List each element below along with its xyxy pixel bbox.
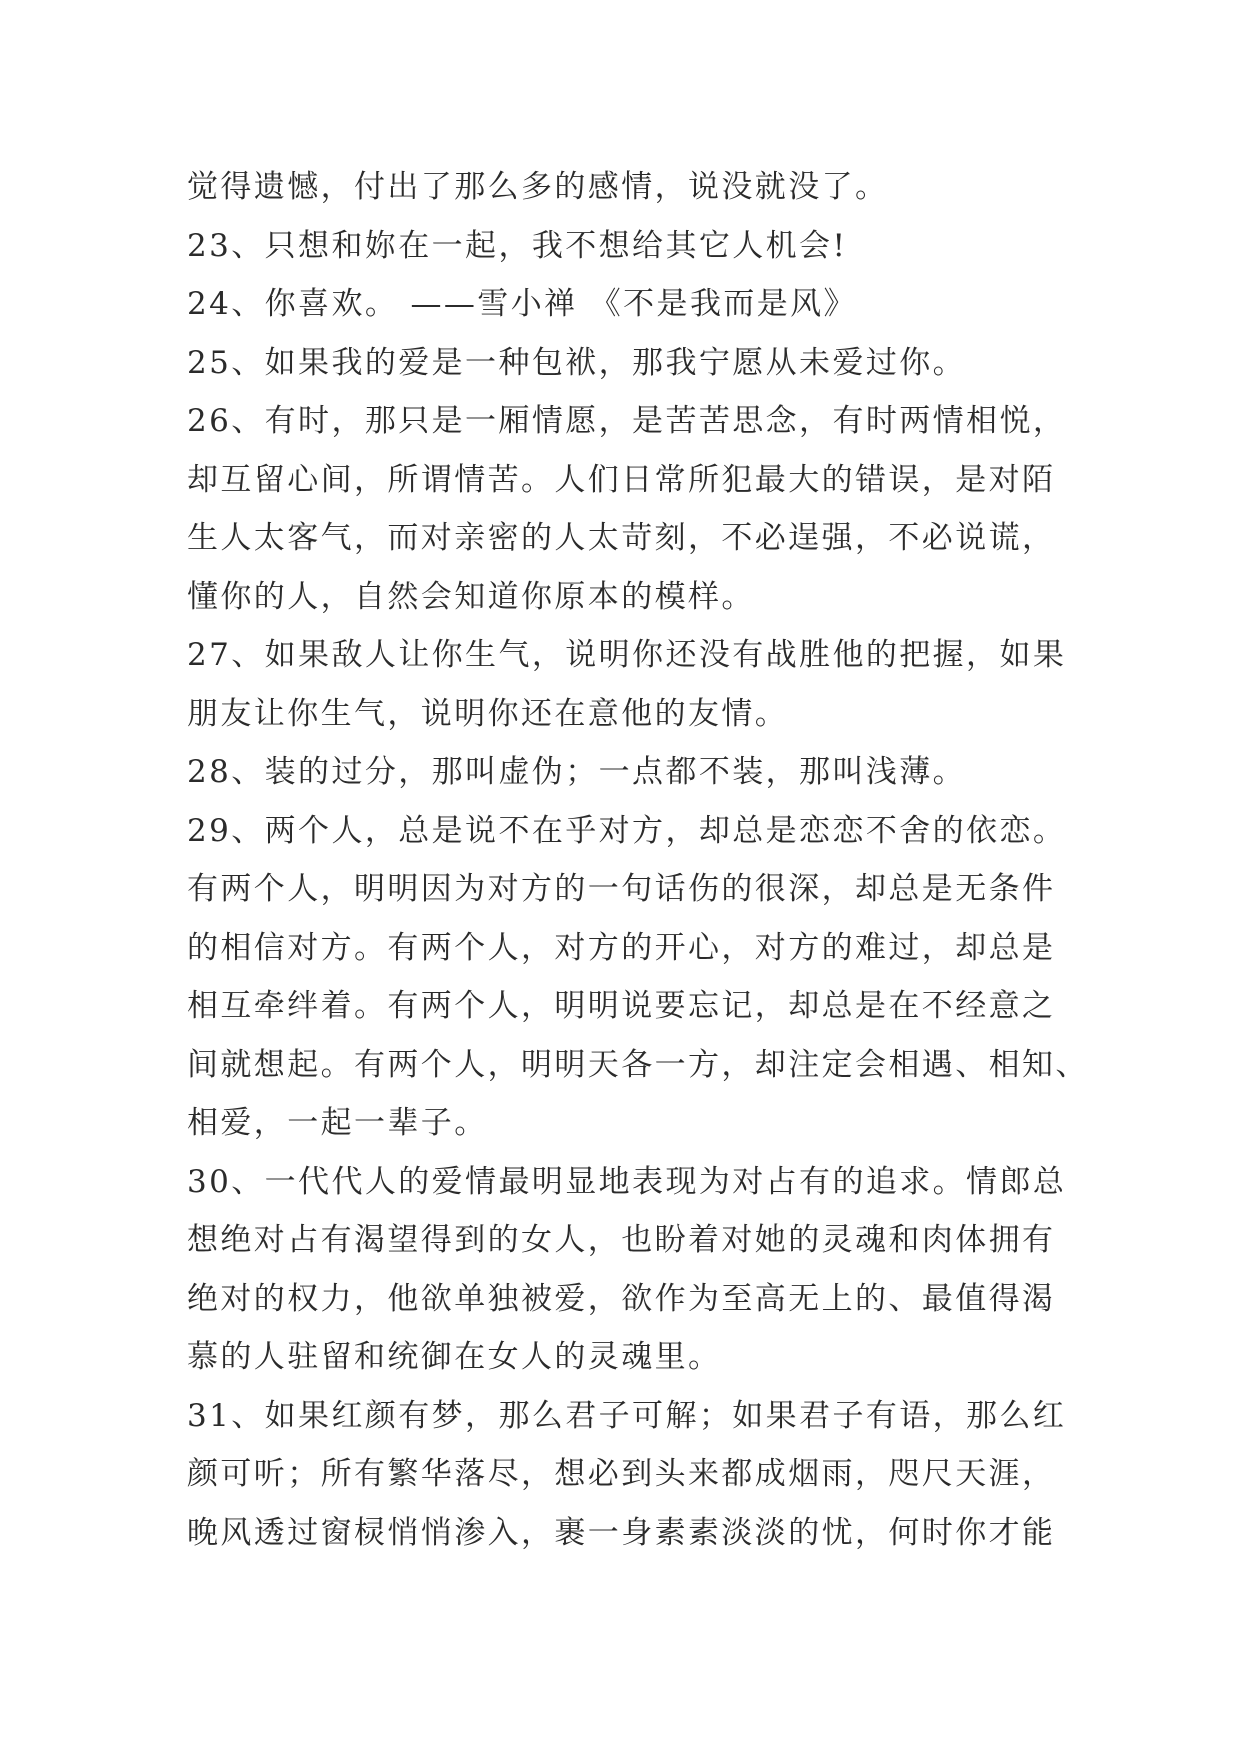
text-line: 颜可听；所有繁华落尽，想必到头来都成烟雨，咫尺天涯， (187, 1456, 1056, 1492)
text-line: 朋友让你生气，说明你还在意他的友情。 (187, 695, 789, 732)
text-line: 31、如果红颜有梦，那么君子可解；如果君子有语，那么红 (187, 1397, 1067, 1434)
text-line: 相爱，一起一辈子。 (187, 1105, 488, 1141)
text-line: 25、如果我的爱是一种包袱，那我宁愿从未爱过你。 (187, 344, 967, 381)
text-line: 的相信对方。有两个人，对方的开心，对方的难过，却总是 (187, 929, 1056, 966)
text-line: 23、只想和妳在一起，我不想给其它人机会! (187, 227, 848, 264)
text-line: 28、装的过分，那叫虚伪；一点都不装，那叫浅薄。 (187, 754, 967, 790)
text-line: 24、你喜欢。 ——雪小禅 《不是我而是风》 (187, 286, 857, 322)
text-line: 间就想起。有两个人，明明天各一方，却注定会相遇、相知、 (187, 1046, 1089, 1083)
text-line: 慕的人驻留和统御在女人的灵魂里。 (187, 1339, 722, 1375)
text-line: 想绝对占有渴望得到的女人，也盼着对她的灵魂和肉体拥有 (187, 1222, 1056, 1258)
text-line: 相互牵绊着。有两个人，明明说要忘记，却总是在不经意之 (187, 988, 1056, 1024)
text-line: 绝对的权力，他欲单独被爱，欲作为至高无上的、最值得渴 (187, 1280, 1056, 1317)
text-line: 生人太客气，而对亲密的人太苛刻，不必逞强，不必说谎， (187, 520, 1056, 556)
text-line: 晚风透过窗棂悄悄渗入，裹一身素素淡淡的忧，何时你才能 (187, 1514, 1056, 1551)
text-line: 29、两个人，总是说不在乎对方，却总是恋恋不舍的依恋。 (187, 812, 1067, 849)
body-text (187, 158, 1089, 1562)
text-line: 有两个人，明明因为对方的一句话伤的很深，却总是无条件 (187, 871, 1056, 907)
text-line: 却互留心间，所谓情苦。人们日常所犯最大的错误，是对陌 (187, 461, 1056, 498)
text-line: 30、一代代人的爱情最明显地表现为对占有的追求。情郎总 (187, 1163, 1067, 1200)
text-line: 27、如果敌人让你生气，说明你还没有战胜他的把握，如果 (187, 637, 1067, 673)
text-line: 26、有时，那只是一厢情愿，是苦苦思念，有时两情相悦， (187, 403, 1067, 439)
text-line: 懂你的人，自然会知道你原本的模样。 (187, 578, 755, 615)
text-line: 觉得遗憾，付出了那么多的感情，说没就没了。 (187, 169, 889, 205)
